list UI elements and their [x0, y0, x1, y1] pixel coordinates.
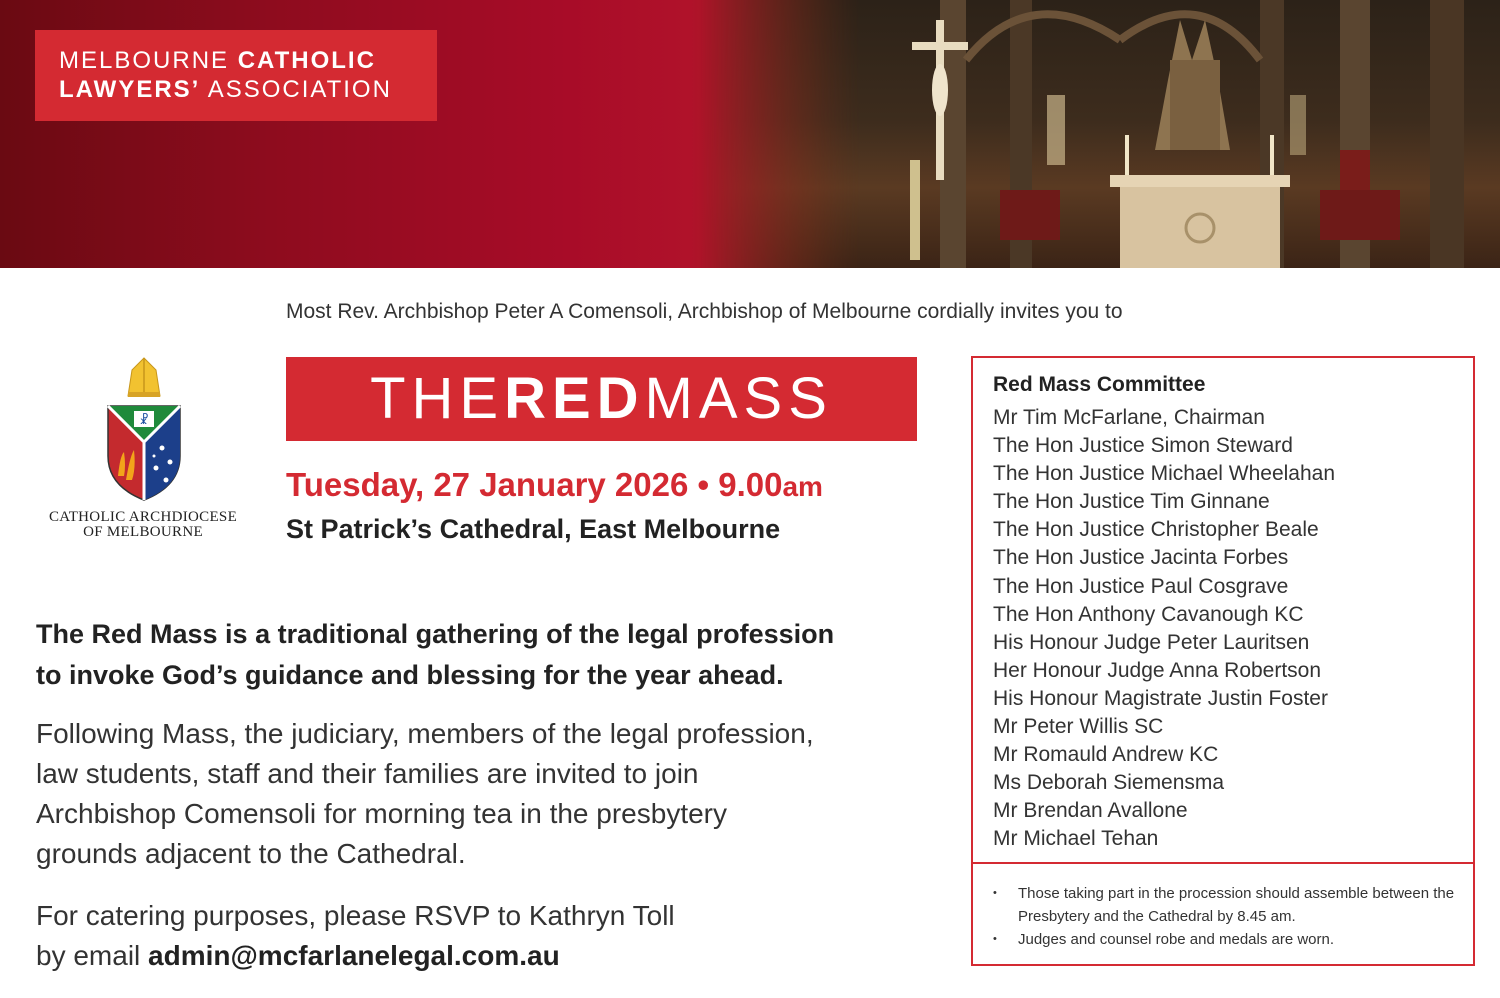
logo-line2-bold: LAWYERS’	[59, 76, 201, 103]
title-part-mass: MASS	[644, 366, 833, 431]
event-venue: St Patrick’s Cathedral, East Melbourne	[286, 514, 781, 544]
committee-member: The Hon Justice Paul Cosgrave	[993, 574, 1289, 598]
committee-member: Mr Peter Willis SC	[993, 715, 1164, 739]
archdiocese-crest-icon	[104, 356, 184, 501]
committee-list	[993, 372, 1463, 854]
lead-line: The Red Mass is a traditional gathering of the legal profession	[36, 619, 835, 649]
procession-note: • Judges and counsel robe and medals are worn.	[993, 928, 1463, 951]
committee-member: The Hon Justice Simon Steward	[993, 434, 1293, 458]
archdiocese-name-line1: CATHOLIC ARCHDIOCESE	[48, 509, 238, 525]
committee-member: Ms Deborah Siemensma	[993, 771, 1225, 795]
title-part-the: THE	[370, 366, 505, 431]
committee-member: His Honour Judge Peter Lauritsen	[993, 630, 1310, 654]
committee-member: The Hon Justice Jacinta Forbes	[993, 546, 1289, 570]
morning-tea-paragraph	[36, 714, 936, 874]
header-banner	[0, 0, 1500, 268]
body-line: grounds adjacent to the Cathedral.	[36, 838, 466, 869]
archdiocese-name-line2: OF MELBOURNE	[83, 524, 203, 540]
body-line: law students, staff and their families are invited to join	[36, 758, 699, 789]
rsvp-line: For catering purposes, please RSVP to Kathryn Toll	[36, 900, 675, 931]
committee-member: Mr Michael Tehan	[993, 827, 1159, 851]
procession-note: • Those taking part in the procession should assemble between the Presbytery and the Cathedral by 8.45 am.	[993, 882, 1463, 928]
event-date: Tuesday, 27 January 2026 • 9.00	[286, 466, 783, 503]
rsvp-prefix: by email	[36, 940, 141, 971]
committee-member: Mr Brendan Avallone	[993, 799, 1188, 823]
event-date-time	[286, 466, 946, 504]
logo-line1-light: MELBOURNE	[59, 47, 230, 74]
committee-heading: Red Mass Committee	[993, 373, 1206, 396]
committee-member: His Honour Magistrate Justin Foster	[993, 686, 1328, 710]
body-line: Archbishop Comensoli for morning tea in the presbytery	[36, 798, 728, 829]
committee-divider	[973, 862, 1473, 864]
logo-line2-light: ASSOCIATION	[207, 76, 392, 103]
lead-paragraph	[36, 614, 936, 696]
committee-member: The Hon Justice Tim Ginnane	[993, 490, 1270, 514]
host-invitation-line: Most Rev. Archbishop Peter A Comensoli, Archbishop of Melbourne cordially invites you to	[286, 300, 1123, 323]
committee-member: The Hon Anthony Cavanough KC	[993, 602, 1304, 626]
procession-notes	[993, 882, 1463, 951]
committee-member: Her Honour Judge Anna Robertson	[993, 658, 1322, 682]
committee-box	[971, 356, 1475, 966]
title-part-red: RED	[504, 366, 645, 431]
body-line: Following Mass, the judiciary, members of the legal profession,	[36, 718, 814, 749]
archdiocese-name	[28, 510, 258, 540]
committee-member: The Hon Justice Christopher Beale	[993, 518, 1319, 542]
svg-text:☧: ☧	[139, 413, 149, 427]
event-time-suffix: am	[782, 471, 823, 502]
rsvp-email-link[interactable]: admin@mcfarlanelegal.com.au	[148, 940, 560, 971]
cathedral-interior-photo	[700, 0, 1500, 268]
lead-line: to invoke God’s guidance and blessing for the year ahead.	[36, 660, 784, 690]
committee-member: The Hon Justice Michael Wheelahan	[993, 462, 1336, 486]
event-title-banner	[286, 357, 917, 441]
committee-member: Mr Tim McFarlane, Chairman	[993, 406, 1265, 429]
committee-member: Mr Romauld Andrew KC	[993, 743, 1219, 767]
logo-line1-bold: CATHOLIC	[237, 47, 376, 74]
melbourne-catholic-lawyers-logo	[35, 30, 437, 121]
rsvp-paragraph	[36, 896, 936, 976]
